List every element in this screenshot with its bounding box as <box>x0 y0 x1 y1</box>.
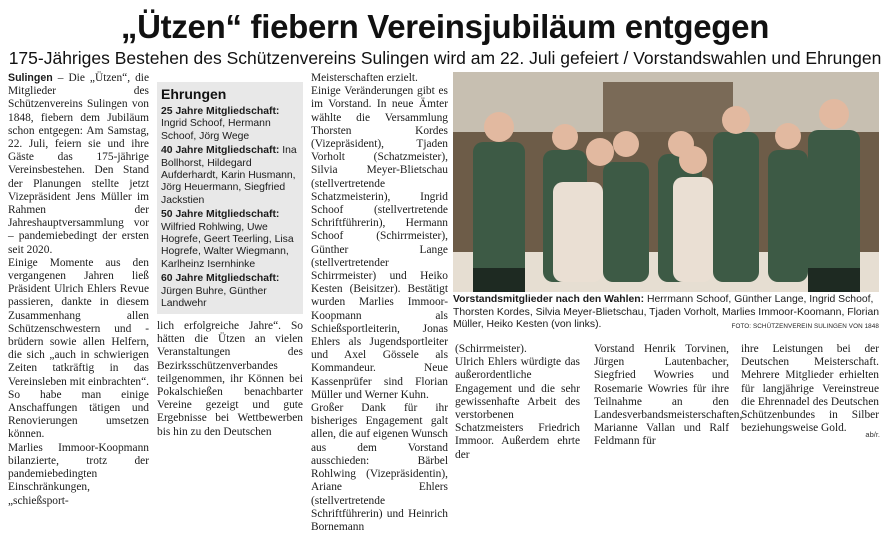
paragraph: Vorstand Henrik Torvinen, Jürgen Lautenbacher, Siegfried Wowries und Rosemarie Wowries für ihre Teilnahme an den Landesverbandsmeisterschaften, Marianne Vallan und Ralf Feldmann für <box>594 343 743 448</box>
honor-entry <box>161 273 300 310</box>
paragraph <box>8 72 149 257</box>
paragraph: Einige Momente aus den vergangenen Jahren ließ Präsident Ulrich Ehlers Revue passieren, dankte in diesem Zusammenhang allen Schützenschwestern und -brüdern sowie allen Helfern, die sich „auch in schwierigen Zeiten tatkräftig in das Vereinsleben mit einbrachten“. So habe man einige Anschaffungen tätigen und Renovierungen umsetzen können. <box>8 256 149 441</box>
paragraph: Einige Veränderungen gibt es im Vorstand. In neue Ämter wählte die Versammlung Thorsten Kordes (Vizepräsident), Tjaden Vorholt (Schatzmeister), Silvia Meyer-Blietschau (stellvertretende Schatzmeisterin), Ingrid Schoof (stellvertretende Schriftführerin), Hermann Schoof (Schirrmeister), Günther Lange (stellvertretender Schirrmeister) und Heiko Kesten (Beisitzer). Bestätigt wurden Marlies Immoor-Koopmann als Schießsportleiterin, Jonas Ehlers als Jugendsportleiter und Axel Gössele als Kommandeur. Neue Kassenprüfer sind Florian Müller und Werner Kuhn. <box>311 85 448 401</box>
honor-entry <box>161 145 300 207</box>
article-column-1 <box>8 72 149 508</box>
dateline: Sulingen <box>8 72 53 84</box>
paragraph: (Schirrmeister). <box>455 343 527 355</box>
article-column-6 <box>741 343 879 435</box>
honors-box <box>157 82 303 314</box>
article-column-5 <box>594 343 743 449</box>
group-photo-illustration <box>453 72 879 292</box>
paragraph: lich erfolgreiche Jahre“. So hätten die Ützen an vielen Veranstaltungen des Bezirksschützenverbandes teilgenommen, ihr Können bei Pokalschießen benachbarter Vereine gezeigt und gute Ergebnisse bei Wettbewerben bis hin zu den Deutschen <box>157 320 303 438</box>
honor-entry <box>161 106 300 143</box>
caption-text: Herrmann Schoof, Günther Lange, Ingrid Schoof, Thorsten Kordes, Silvia Meyer-Blietschau, Tjaden Vorholt, Marlies Immoor-Koomann, Florian Müller, Heiko Kesten (von links). <box>453 294 880 331</box>
article-column-4 <box>455 343 580 462</box>
paragraph: Meisterschaften erzielt. <box>311 72 418 84</box>
honor-label: 60 Jahre Mitgliedschaft: <box>161 273 280 285</box>
subline: 175-Jähriges Bestehen des Schützenvereins Sulingen wird am 22. Juli gefeiert / Vorstandswahlen und Ehrungen <box>8 48 882 68</box>
author-tag: ab/r. <box>865 430 880 439</box>
honor-label: 50 Jahre Mitgliedschaft: <box>161 209 280 221</box>
paragraph-text: – Die „Ützen“, die Mitglieder des Schützenvereins Sulingen von 1848, fiebern dem Jubiläum schon entgegen: Am Samstag, 22. Juli, feiern sie und ihre Gäste das 175-jährige Vereinsbestehen. Den Stand der Planungen stellte jetzt Vizepräsident Jens Müller im Rahmen der Jahreshauptversammlung vor – pandemiebedingt der ersten seit 2020. <box>8 72 149 256</box>
article-column-3 <box>311 72 448 534</box>
headline: „Ützen“ fiebern Vereinsjubiläum entgegen <box>120 8 770 45</box>
honors-title: Ehrungen <box>161 86 227 102</box>
paragraph: Großer Dank für ihr bisheriges Engagement galt allen, die auf eigenen Wunsch aus dem Vorstand ausschieden: Bärbel Rohlwing (Vizepräsidentin), Ariane Ehlers (stellvertretende Schriftführerin) und Heinrich Bornemann <box>311 402 448 533</box>
honor-names: Ingrid Schoof, Hermann Schoof, Jörg Wege <box>161 118 271 142</box>
honor-label: 40 Jahre Mitgliedschaft: <box>161 145 280 157</box>
photo-credit: FOTO: SCHÜTZENVEREIN SULINGEN VON 1848 <box>731 323 879 330</box>
honor-label: 25 Jahre Mitgliedschaft: <box>161 106 280 117</box>
honor-names: Wilfried Rohlwing, Uwe Hogrefe, Geert Teerling, Lisa Hogrefe, Walter Wiegmann, Karlheinz Isernhinke <box>161 221 294 270</box>
article-column-2 <box>157 320 303 439</box>
group-photo <box>453 72 879 292</box>
honor-entry <box>161 209 300 271</box>
paragraph: Ulrich Ehlers würdigte das außerordentliche Engagement und die sehr gewissenhafte Arbeit des verstorbenen Schatzmeisters Friedrich Immoor. Außerdem ehrte der <box>455 356 580 461</box>
honor-names: Ina Bollhorst, Hildegard Aufderhardt, Karin Husmann, Jörg Heuermann, Siegfried Jackstien <box>161 145 297 206</box>
caption-lead: Vorstandsmitglieder nach den Wahlen: <box>453 294 645 305</box>
honor-names: Jürgen Buhre, Günther Landwehr <box>161 285 267 310</box>
paragraph: ihre Leistungen bei der Deutschen Meisterschaft. Mehrere Mitglieder erhielten für langjährige Vereinstreue die Ehrennadel des Deutschen Schützenbundes in Silber beziehungsweise Gold. <box>741 343 879 435</box>
paragraph: Marlies Immoor-Koopmann bilanzierte, trotz der pandemiebedingten Einschränkungen, „schießsport- <box>8 441 149 507</box>
